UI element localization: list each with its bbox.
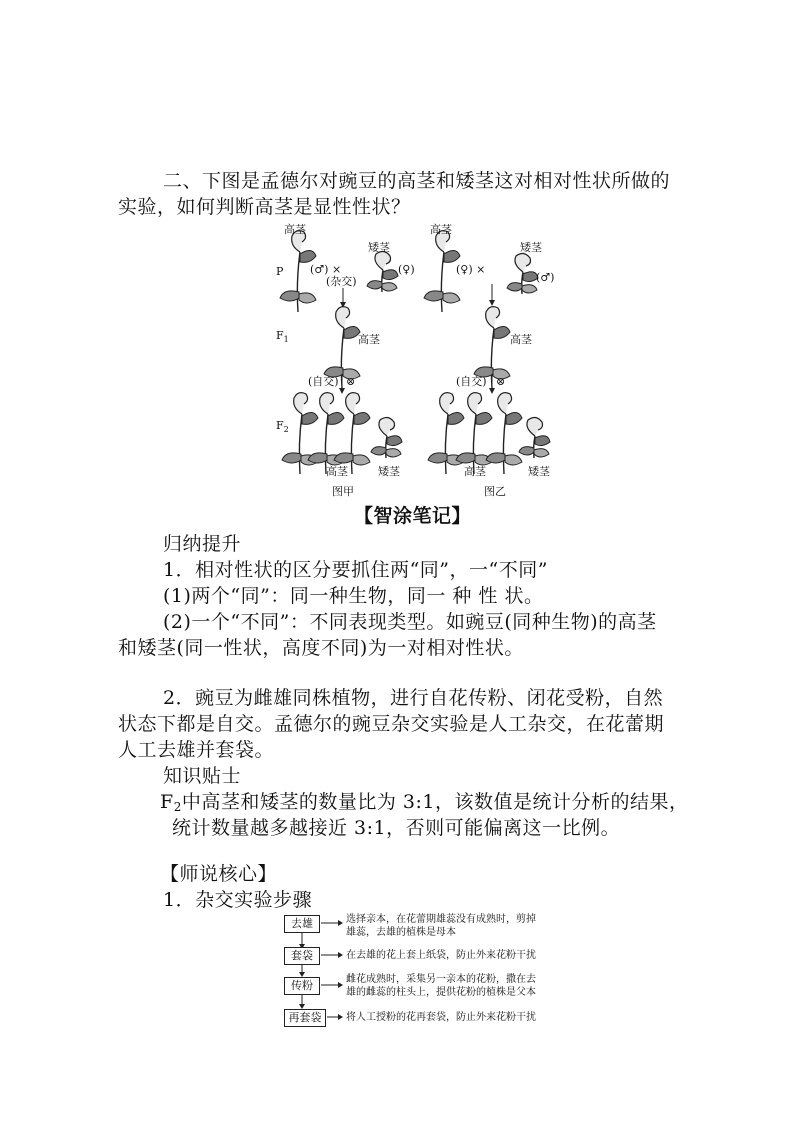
- step-bagging-box: 套袋: [284, 947, 320, 965]
- p-short-label-right: 矮茎: [520, 241, 542, 254]
- step-pollination-box: 传粉: [284, 977, 320, 995]
- tips-heading: 知识贴士: [163, 765, 242, 787]
- tips-f-subscript: 2: [173, 800, 182, 814]
- question-line-1: 二、下图是孟德尔对豌豆的高茎和矮茎这对相对性状所做的: [163, 170, 671, 192]
- self-cross-left: (自交): [308, 375, 339, 388]
- summary-point-2-line-1: 2．豌豆为雌雄同株植物，进行自花传粉、闭花受粉，自然: [163, 687, 664, 709]
- p-generation-label: P: [276, 265, 284, 278]
- summary-heading: 归纳提升: [163, 533, 242, 555]
- tips-f-letter: F: [160, 791, 174, 813]
- f2-short-label-right: 矮茎: [528, 465, 550, 478]
- p-short-label-left: 矮茎: [368, 241, 390, 254]
- f1-subscript: 1: [283, 335, 289, 344]
- summary-point-2-line-2: 状态下都是自交。孟德尔的豌豆杂交实验是人工杂交，在花蕾期: [118, 713, 665, 735]
- female-cross-right: (♀) ×: [456, 263, 486, 276]
- cross-label: (杂交): [326, 275, 357, 288]
- self-symbol-left: ⊗: [346, 375, 356, 388]
- caption-a: 图甲: [332, 485, 354, 498]
- hybridization-process-diagram: [284, 914, 564, 1026]
- summary-point-2-line-3: 人工去雄并套袋。: [118, 739, 275, 761]
- step-pollination-text-2: 雄的雌蕊的柱头上，提供花粉的植株是父本: [346, 987, 536, 998]
- f2-tall-label-right: 高茎: [464, 465, 486, 478]
- f1-tall-label-left: 高茎: [358, 333, 380, 346]
- mendel-cross-figure: [270, 222, 570, 502]
- f1-tall-label-right: 高茎: [510, 333, 532, 346]
- teacher-subheading: 1．杂交实验步骤: [163, 889, 313, 911]
- notes-heading: 【智涂笔记】: [354, 505, 472, 527]
- f2-generation-label: [276, 420, 289, 436]
- f2-subscript: 2: [283, 425, 289, 434]
- summary-point-1b-line-1: (2)一个“不同”：不同表现类型。如豌豆(同种生物)的高茎: [163, 611, 657, 633]
- summary-point-1: 1．相对性状的区分要抓住两“同”，一“不同”: [163, 559, 548, 581]
- summary-point-1a: (1)两个“同”：同一种生物，同一 种 性 状。: [163, 585, 544, 607]
- female-left: (♀): [398, 263, 415, 276]
- f2-letter: F: [276, 419, 284, 432]
- self-cross-right: (自交): [456, 375, 487, 388]
- caption-b: 图乙: [484, 485, 506, 498]
- step-pollination-text-1: 雌花成熟时，采集另一亲本的花粉，撒在去: [346, 974, 536, 985]
- self-symbol-right: ⊗: [496, 375, 506, 388]
- male-right: (♂): [536, 271, 555, 284]
- tips-line-1-rest: 中高茎和矮茎的数量比为 3:1，该数值是统计分析的结果，: [181, 791, 689, 813]
- summary-point-1b-line-2: 和矮茎(同一性状，高度不同)为一对相对性状。: [118, 637, 524, 659]
- step-emasculation-text-2: 雄蕊，去雄的植株是母本: [346, 927, 456, 938]
- f2-tall-label-left: 高茎: [326, 465, 348, 478]
- teacher-heading: 【师说核心】: [160, 863, 278, 885]
- step-emasculation-text-1: 选择亲本，在花蕾期雄蕊没有成熟时，剪掉: [346, 914, 536, 925]
- f1-generation-label: [276, 330, 289, 346]
- step-emasculation-box: 去雄: [284, 915, 320, 933]
- p-tall-label-right: 高茎: [430, 223, 452, 236]
- p-tall-label-left: 高茎: [284, 223, 306, 236]
- step-rebagging-box: 再套袋: [284, 1009, 326, 1027]
- question-line-2: 实验，如何判断高茎是显性性状？: [118, 196, 411, 218]
- step-rebagging-text-1: 将人工授粉的花再套袋，防止外来花粉干扰: [346, 1012, 536, 1023]
- f1-letter: F: [276, 329, 284, 342]
- step-bagging-text-1: 在去雄的花上套上纸袋，防止外来花粉干扰: [346, 950, 536, 961]
- f2-short-label-left: 矮茎: [378, 465, 400, 478]
- tips-line-2: 统计数量越多越接近 3:1，否则可能偏离这一比例。: [172, 817, 621, 839]
- male-cross-left: (♂) ×: [310, 263, 342, 276]
